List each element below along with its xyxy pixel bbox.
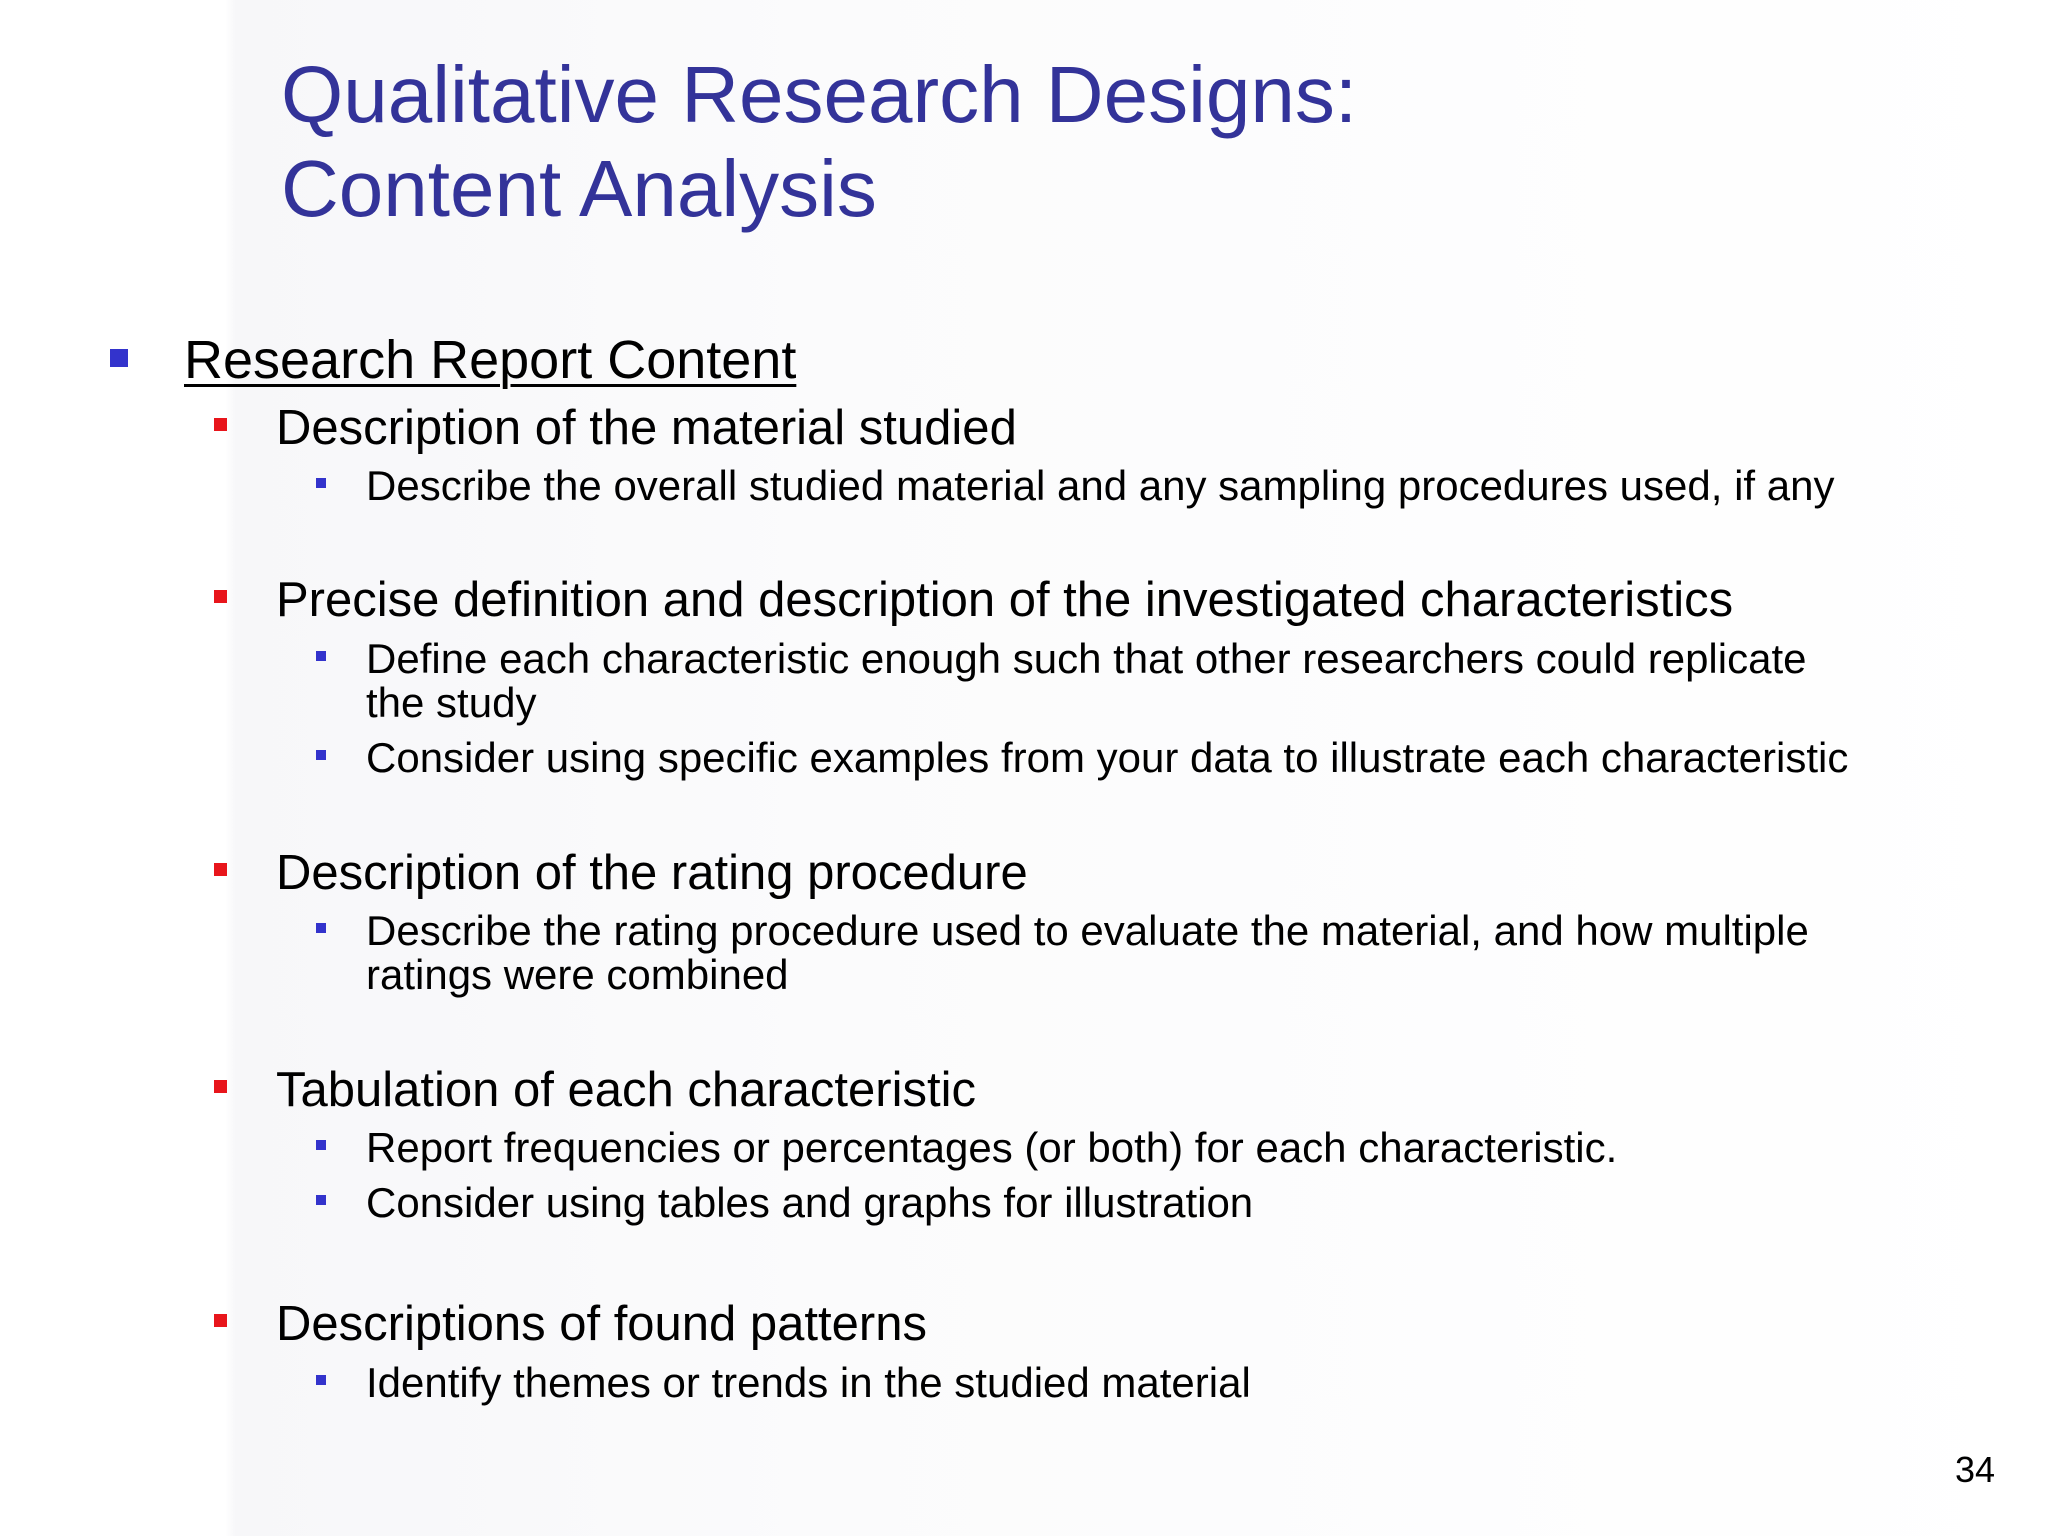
square-bullet-icon	[316, 1195, 326, 1205]
page-number: 34	[1954, 1449, 1995, 1490]
slide-title-line-1: Qualitative Research Designs:	[281, 50, 1358, 139]
square-bullet-icon	[316, 1375, 326, 1385]
square-bullet-icon	[316, 923, 326, 933]
sub-list-item-text: Describe the overall studied material and any sampling procedures used, if any	[366, 462, 1835, 509]
sub-list-item-text-continued: the study	[366, 679, 537, 726]
list-item-label: Descriptions of found patterns	[276, 1297, 927, 1351]
list-item-label: Description of the rating procedure	[276, 846, 1028, 900]
sub-list-item-text: Describe the rating procedure used to evaluate the material, and how multiple	[366, 907, 1809, 954]
sub-list-item-text: Consider using tables and graphs for illustration	[366, 1179, 1254, 1226]
square-bullet-icon	[316, 651, 326, 661]
square-bullet-icon	[214, 863, 227, 876]
square-bullet-icon	[214, 1314, 227, 1327]
square-bullet-icon	[214, 590, 227, 603]
sub-list-item-text: Identify themes or trends in the studied material	[366, 1359, 1251, 1406]
square-bullet-icon	[214, 1080, 227, 1093]
list-item-label: Precise definition and description of the investigated characteristics	[276, 573, 1734, 627]
list-item-label: Tabulation of each characteristic	[276, 1063, 976, 1117]
square-bullet-icon	[316, 478, 326, 488]
square-bullet-icon	[316, 1140, 326, 1150]
slide-title-line-2: Content Analysis	[281, 144, 877, 233]
square-bullet-icon	[214, 418, 227, 431]
sub-list-item-text: Report frequencies or percentages (or both) for each characteristic.	[366, 1124, 1618, 1171]
section-heading: Research Report Content	[184, 330, 797, 390]
sub-list-item-text: Define each characteristic enough such that other researchers could replicate	[366, 635, 1807, 682]
slide-title	[281, 48, 1881, 236]
list-item-label: Description of the material studied	[276, 401, 1017, 455]
sub-list-item-text-continued: ratings were combined	[366, 951, 789, 998]
sub-list-item-text: Consider using specific examples from your data to illustrate each characteristic	[366, 734, 1849, 781]
square-bullet-icon	[316, 750, 326, 760]
square-bullet-icon	[110, 349, 128, 367]
